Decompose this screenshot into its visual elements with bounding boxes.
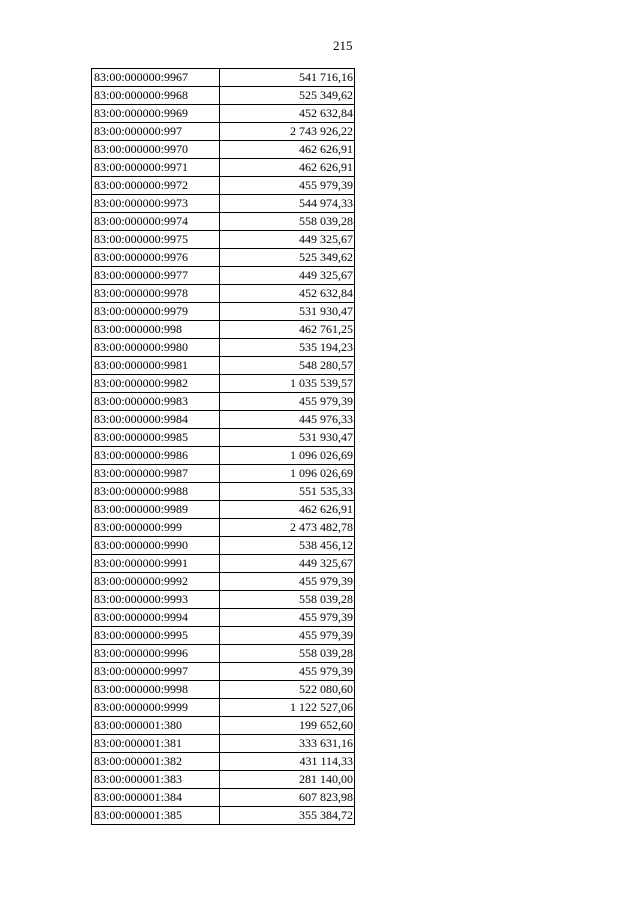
value-cell: 2 743 926,22 (220, 123, 355, 141)
cadastral-number-cell: 83:00:000001:380 (92, 717, 220, 735)
cadastral-number-cell: 83:00:000000:9975 (92, 231, 220, 249)
table-row (92, 699, 355, 717)
table-row (92, 303, 355, 321)
value-cell: 558 039,28 (220, 591, 355, 609)
table-row (92, 447, 355, 465)
cadastral-number-cell: 83:00:000000:997 (92, 123, 220, 141)
table-row (92, 609, 355, 627)
table-row (92, 357, 355, 375)
table-row (92, 195, 355, 213)
cadastral-number-cell: 83:00:000000:9976 (92, 249, 220, 267)
value-cell: 607 823,98 (220, 789, 355, 807)
table-row (92, 375, 355, 393)
cadastral-number-cell: 83:00:000000:9987 (92, 465, 220, 483)
value-cell: 449 325,67 (220, 267, 355, 285)
cadastral-number-cell: 83:00:000000:9982 (92, 375, 220, 393)
table-row (92, 681, 355, 699)
cadastral-number-cell: 83:00:000000:9984 (92, 411, 220, 429)
table-row (92, 501, 355, 519)
cadastral-number-cell: 83:00:000000:9973 (92, 195, 220, 213)
table-row (92, 429, 355, 447)
value-cell: 455 979,39 (220, 393, 355, 411)
cadastral-number-cell: 83:00:000000:9997 (92, 663, 220, 681)
cadastral-number-cell: 83:00:000000:9990 (92, 537, 220, 555)
cadastral-number-cell: 83:00:000000:9996 (92, 645, 220, 663)
value-cell: 525 349,62 (220, 249, 355, 267)
table-row (92, 573, 355, 591)
value-cell: 449 325,67 (220, 231, 355, 249)
table-row (92, 717, 355, 735)
value-cell: 455 979,39 (220, 609, 355, 627)
table-row (92, 69, 355, 87)
table-row (92, 393, 355, 411)
cadastral-number-cell: 83:00:000000:999 (92, 519, 220, 537)
table-row (92, 663, 355, 681)
cadastral-number-cell: 83:00:000001:382 (92, 753, 220, 771)
value-cell: 462 626,91 (220, 159, 355, 177)
cadastral-number-cell: 83:00:000000:9985 (92, 429, 220, 447)
table-row (92, 735, 355, 753)
table-row (92, 519, 355, 537)
table-row (92, 627, 355, 645)
cadastral-number-cell: 83:00:000000:9988 (92, 483, 220, 501)
table-row (92, 465, 355, 483)
value-cell: 558 039,28 (220, 645, 355, 663)
table-row (92, 231, 355, 249)
value-cell: 558 039,28 (220, 213, 355, 231)
value-cell: 535 194,23 (220, 339, 355, 357)
value-cell: 525 349,62 (220, 87, 355, 105)
value-cell: 452 632,84 (220, 105, 355, 123)
table-row (92, 771, 355, 789)
value-cell: 281 140,00 (220, 771, 355, 789)
cadastral-number-cell: 83:00:000000:9971 (92, 159, 220, 177)
value-cell: 431 114,33 (220, 753, 355, 771)
value-cell: 455 979,39 (220, 663, 355, 681)
table-row (92, 105, 355, 123)
value-cell: 544 974,33 (220, 195, 355, 213)
value-cell: 445 976,33 (220, 411, 355, 429)
value-cell: 455 979,39 (220, 177, 355, 195)
value-cell: 551 535,33 (220, 483, 355, 501)
value-cell: 531 930,47 (220, 429, 355, 447)
value-cell: 2 473 482,78 (220, 519, 355, 537)
cadastral-number-cell: 83:00:000000:9967 (92, 69, 220, 87)
cadastral-number-cell: 83:00:000000:9974 (92, 213, 220, 231)
value-cell: 199 652,60 (220, 717, 355, 735)
value-cell: 452 632,84 (220, 285, 355, 303)
value-cell: 531 930,47 (220, 303, 355, 321)
table-row (92, 807, 355, 825)
cadastral-number-cell: 83:00:000001:384 (92, 789, 220, 807)
cadastral-number-cell: 83:00:000000:9992 (92, 573, 220, 591)
table-row (92, 141, 355, 159)
cadastral-number-cell: 83:00:000000:9980 (92, 339, 220, 357)
cadastral-number-cell: 83:00:000001:383 (92, 771, 220, 789)
value-cell: 541 716,16 (220, 69, 355, 87)
value-cell: 333 631,16 (220, 735, 355, 753)
cadastral-value-table (91, 68, 355, 825)
table-row (92, 483, 355, 501)
value-cell: 522 080,60 (220, 681, 355, 699)
cadastral-number-cell: 83:00:000000:9977 (92, 267, 220, 285)
cadastral-number-cell: 83:00:000000:9991 (92, 555, 220, 573)
cadastral-number-cell: 83:00:000000:9986 (92, 447, 220, 465)
value-cell: 455 979,39 (220, 573, 355, 591)
table-row (92, 537, 355, 555)
table-body (92, 69, 355, 825)
table-row (92, 213, 355, 231)
table-row (92, 645, 355, 663)
table-row (92, 789, 355, 807)
value-cell: 1 096 026,69 (220, 465, 355, 483)
cadastral-number-cell: 83:00:000000:9972 (92, 177, 220, 195)
table-row (92, 285, 355, 303)
table-row (92, 339, 355, 357)
value-cell: 449 325,67 (220, 555, 355, 573)
cadastral-number-cell: 83:00:000001:385 (92, 807, 220, 825)
table-row (92, 123, 355, 141)
cadastral-number-cell: 83:00:000000:9995 (92, 627, 220, 645)
value-cell: 538 456,12 (220, 537, 355, 555)
cadastral-number-cell: 83:00:000000:9970 (92, 141, 220, 159)
table-row (92, 591, 355, 609)
table-row (92, 159, 355, 177)
table-row (92, 555, 355, 573)
cadastral-number-cell: 83:00:000001:381 (92, 735, 220, 753)
cadastral-number-cell: 83:00:000000:9978 (92, 285, 220, 303)
cadastral-number-cell: 83:00:000000:9994 (92, 609, 220, 627)
page-number: 215 (333, 38, 353, 53)
table-row (92, 177, 355, 195)
cadastral-number-cell: 83:00:000000:998 (92, 321, 220, 339)
cadastral-number-cell: 83:00:000000:9983 (92, 393, 220, 411)
table-row (92, 87, 355, 105)
cadastral-number-cell: 83:00:000000:9981 (92, 357, 220, 375)
value-cell: 355 384,72 (220, 807, 355, 825)
value-cell: 462 761,25 (220, 321, 355, 339)
cadastral-number-cell: 83:00:000000:9999 (92, 699, 220, 717)
cadastral-number-cell: 83:00:000000:9993 (92, 591, 220, 609)
cadastral-number-cell: 83:00:000000:9969 (92, 105, 220, 123)
table-row (92, 411, 355, 429)
table-row (92, 249, 355, 267)
cadastral-number-cell: 83:00:000000:9998 (92, 681, 220, 699)
value-cell: 455 979,39 (220, 627, 355, 645)
cadastral-number-cell: 83:00:000000:9979 (92, 303, 220, 321)
value-cell: 462 626,91 (220, 501, 355, 519)
cadastral-number-cell: 83:00:000000:9968 (92, 87, 220, 105)
value-cell: 548 280,57 (220, 357, 355, 375)
value-cell: 1 035 539,57 (220, 375, 355, 393)
value-cell: 1 096 026,69 (220, 447, 355, 465)
table-row (92, 321, 355, 339)
table-row (92, 753, 355, 771)
table-row (92, 267, 355, 285)
cadastral-number-cell: 83:00:000000:9989 (92, 501, 220, 519)
value-cell: 462 626,91 (220, 141, 355, 159)
value-cell: 1 122 527,06 (220, 699, 355, 717)
